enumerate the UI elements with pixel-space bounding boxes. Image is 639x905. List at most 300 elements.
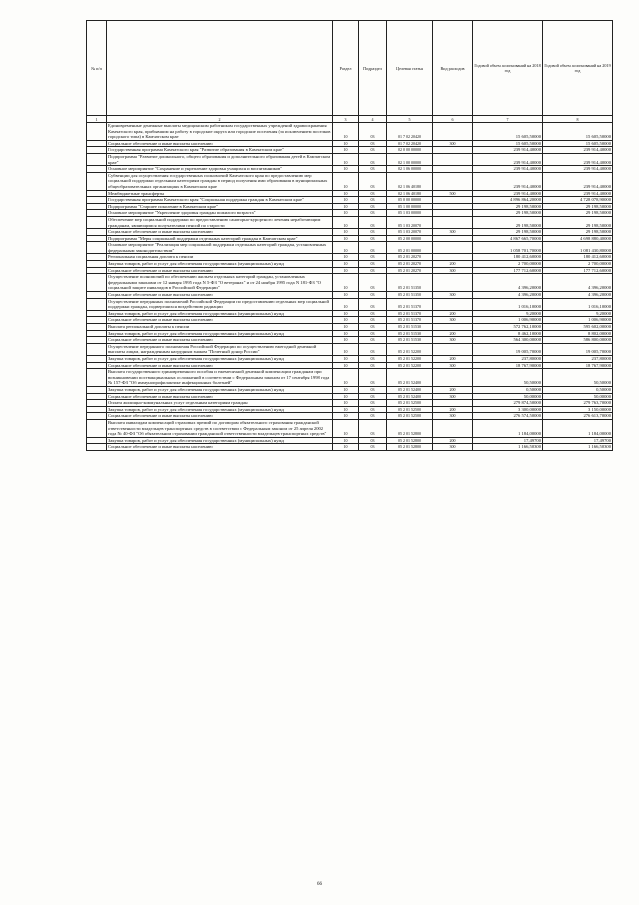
vid-code xyxy=(433,153,473,165)
row-number xyxy=(87,400,107,407)
item-name: Обеспечение мер социальной поддержки по предоставлению санаторно-курортного лечения неработающим гражданам, являющимся получателями пенсий по старости xyxy=(107,216,333,228)
amount-2018: 564 300,00000 xyxy=(473,337,543,344)
table-row xyxy=(87,267,613,274)
target-code: 02 1 06 40180 xyxy=(387,172,433,190)
row-number xyxy=(87,147,107,154)
razdel-code: 10 xyxy=(333,147,359,154)
amount-2019: 8 802,00000 xyxy=(543,330,613,337)
table-row xyxy=(87,190,613,197)
amount-2018: 239 914,40000 xyxy=(473,147,543,154)
target-code: 05 1 03 20070 xyxy=(387,216,433,228)
item-name: Социальное обеспечение и иные выплаты населению xyxy=(107,393,333,400)
item-name: Оплата жилищно-коммунальных услуг отдельным категориям граждан xyxy=(107,400,333,407)
column-number: 1 xyxy=(87,116,107,123)
column-number: 8 xyxy=(543,116,613,123)
item-name: Субвенции для осуществления государственных полномочий Камчатского края по предоставлению мер социальной поддержки отдельным категориям граждан в период получения ими образования в муниципальных общеобразовательных организациях в Камчатском крае xyxy=(107,172,333,190)
table-row xyxy=(87,147,613,154)
amount-2018: 29 198,50000 xyxy=(473,216,543,228)
target-code: 05 2 00 00000 xyxy=(387,235,433,242)
column-number: 2 xyxy=(107,116,333,123)
row-number xyxy=(87,216,107,228)
amount-2018: 4 896 864,20000 xyxy=(473,197,543,204)
amount-2019: 4 698 880,40000 xyxy=(543,235,613,242)
amount-2019: 29 198,50000 xyxy=(543,203,613,210)
row-number xyxy=(87,324,107,331)
target-code: 05 2 01 51350 xyxy=(387,274,433,292)
razdel-code: 10 xyxy=(333,444,359,451)
target-code: 05 2 01 51370 xyxy=(387,298,433,310)
target-code: 05 2 01 52200 xyxy=(387,355,433,362)
vid-code: 300 xyxy=(433,140,473,147)
row-number xyxy=(87,229,107,236)
podrazdel-code: 03 xyxy=(359,317,387,324)
podrazdel-code: 03 xyxy=(359,203,387,210)
item-name: Социальное обеспечение и иные выплаты населению xyxy=(107,413,333,420)
item-name: Подпрограмма "Старшее поколение в Камчатском крае" xyxy=(107,203,333,210)
amount-2019: 1 016,10000 xyxy=(543,298,613,310)
vid-code xyxy=(433,254,473,261)
vid-code xyxy=(433,147,473,154)
podrazdel-code: 03 xyxy=(359,419,387,437)
podrazdel-code: 03 xyxy=(359,267,387,274)
amount-2019: 239 914,40000 xyxy=(543,166,613,173)
item-name: Подпрограмма "Меры социальной поддержки отдельных категорий граждан в Камчатском крае" xyxy=(107,235,333,242)
row-number xyxy=(87,444,107,451)
item-name: Основное мероприятие "Укрепление здоровья граждан пожилого возраста" xyxy=(107,210,333,217)
razdel-code: 10 xyxy=(333,172,359,190)
target-code: 02 1 06 00000 xyxy=(387,166,433,173)
vid-code: 300 xyxy=(433,393,473,400)
vid-code: 200 xyxy=(433,437,473,444)
amount-2019: 29 198,50000 xyxy=(543,216,613,228)
amount-2018: 15 605,50000 xyxy=(473,123,543,141)
row-number xyxy=(87,242,107,254)
column-number: 4 xyxy=(359,116,387,123)
amount-2018: 8 462,10000 xyxy=(473,330,543,337)
item-name: Государственная программа Камчатского края "Социальная поддержка граждан в Камчатском крае" xyxy=(107,197,333,204)
razdel-code: 10 xyxy=(333,254,359,261)
podrazdel-code: 03 xyxy=(359,400,387,407)
amount-2019: 180 412,60000 xyxy=(543,254,613,261)
item-name: Единовременные денежные выплаты медицинским работникам государственных учреждений здравоохранения Камчатского края, прибывшим на работу в городские округа или городские поселения (за исключением поселков городского типа) в Камчатском крае xyxy=(107,123,333,141)
row-number xyxy=(87,153,107,165)
vid-code: 200 xyxy=(433,330,473,337)
table-row xyxy=(87,413,613,420)
item-name: Осуществление переданных полномочий Российской Федерации по предоставлению отдельных мер социальной поддержки граждан, подвергшихся воздействию радиации xyxy=(107,298,333,310)
target-code: 05 2 01 52800 xyxy=(387,437,433,444)
amount-2019: 177 712,60000 xyxy=(543,267,613,274)
item-name: Социальное обеспечение и иные выплаты населению xyxy=(107,267,333,274)
podrazdel-code: 03 xyxy=(359,393,387,400)
table-row xyxy=(87,298,613,310)
vid-code xyxy=(433,166,473,173)
vid-code: 300 xyxy=(433,292,473,299)
item-name: Подпрограмма "Развитие дошкольного, общего образования и дополнительного образования детей в Камчатском крае" xyxy=(107,153,333,165)
vid-code: 300 xyxy=(433,267,473,274)
amount-2019: 239 914,40000 xyxy=(543,153,613,165)
amount-2019: 19 005,70000 xyxy=(543,343,613,355)
podrazdel-code: 03 xyxy=(359,292,387,299)
target-code: 05 2 01 51530 xyxy=(387,324,433,331)
amount-2018: 572 762,10000 xyxy=(473,324,543,331)
amount-2018: 29 198,50000 xyxy=(473,203,543,210)
vid-code xyxy=(433,235,473,242)
amount-2019: 239 914,40000 xyxy=(543,147,613,154)
page-number: 66 xyxy=(317,882,322,887)
razdel-code: 10 xyxy=(333,123,359,141)
razdel-code: 10 xyxy=(333,369,359,387)
razdel-code: 10 xyxy=(333,393,359,400)
vid-code xyxy=(433,400,473,407)
vid-code xyxy=(433,298,473,310)
amount-2018: 2 700,00000 xyxy=(473,261,543,268)
table-row xyxy=(87,343,613,355)
row-number xyxy=(87,261,107,268)
target-code: 05 2 01 52400 xyxy=(387,393,433,400)
item-name: Закупка товаров, работ и услуг для обеспечения государственных (муниципальных) нужд xyxy=(107,406,333,413)
item-name: Социальное обеспечение и иные выплаты населению xyxy=(107,317,333,324)
podrazdel-code: 03 xyxy=(359,190,387,197)
razdel-code: 10 xyxy=(333,406,359,413)
table-row xyxy=(87,123,613,141)
column-number: 6 xyxy=(433,116,473,123)
row-number xyxy=(87,254,107,261)
vid-code: 300 xyxy=(433,337,473,344)
row-number xyxy=(87,355,107,362)
target-code: 05 2 01 00000 xyxy=(387,242,433,254)
target-code: 05 2 01 20270 xyxy=(387,254,433,261)
podrazdel-code: 03 xyxy=(359,324,387,331)
table-row xyxy=(87,274,613,292)
item-name: Основное мероприятие "Сохранение и укрепление здоровья учащихся и воспитанников" xyxy=(107,166,333,173)
item-name: Закупка товаров, работ и услуг для обеспечения государственных (муниципальных) нужд xyxy=(107,261,333,268)
table-row xyxy=(87,254,613,261)
podrazdel-code: 03 xyxy=(359,298,387,310)
row-number xyxy=(87,419,107,437)
amount-2019: 4 728 078,90000 xyxy=(543,197,613,204)
target-code: 05 1 03 00000 xyxy=(387,210,433,217)
vid-code xyxy=(433,210,473,217)
row-number xyxy=(87,197,107,204)
table-row xyxy=(87,235,613,242)
item-name: Закупка товаров, работ и услуг для обеспечения государственных (муниципальных) нужд xyxy=(107,355,333,362)
amount-2018: 18 767,90000 xyxy=(473,362,543,369)
amount-2019: 586 800,00000 xyxy=(543,337,613,344)
amount-2019: 595 602,00000 xyxy=(543,324,613,331)
amount-2019: 3 150,00000 xyxy=(543,406,613,413)
amount-2018: 1 166,50300 xyxy=(473,444,543,451)
item-name: Выплата государственного единовременного пособия и ежемесячной денежной компенсации гражданам при возникновении поствакцинальных осложнений в соответствии с Федеральным законом от 17 сентября 1998 года № 157-ФЗ "Об иммунопрофилактике инфекционных болезней" xyxy=(107,369,333,387)
row-number xyxy=(87,330,107,337)
razdel-code: 10 xyxy=(333,190,359,197)
table-row xyxy=(87,317,613,324)
column-number: 3 xyxy=(333,116,359,123)
item-name: Осуществление переданного полномочия Российской Федерации по осуществлению ежегодной денежной выплаты лицам, награжденным нагрудным знаком "Почетный донор России" xyxy=(107,343,333,355)
vid-code xyxy=(433,203,473,210)
amount-2018: 29 198,50000 xyxy=(473,229,543,236)
target-code: 05 2 01 52500 xyxy=(387,400,433,407)
amount-2019: 15 605,50000 xyxy=(543,140,613,147)
header-2019: Годовой объем ассигнований на 2019 год xyxy=(543,21,613,116)
razdel-code: 10 xyxy=(333,355,359,362)
podrazdel-code: 03 xyxy=(359,172,387,190)
podrazdel-code: 03 xyxy=(359,147,387,154)
amount-2018: 239 914,40000 xyxy=(473,190,543,197)
table-row xyxy=(87,362,613,369)
row-number xyxy=(87,369,107,387)
row-number xyxy=(87,337,107,344)
razdel-code: 10 xyxy=(333,274,359,292)
amount-2019: 50,50000 xyxy=(543,369,613,387)
podrazdel-code: 03 xyxy=(359,166,387,173)
target-code: 05 2 01 52500 xyxy=(387,406,433,413)
target-code: 02 1 06 40180 xyxy=(387,190,433,197)
amount-2018: 239 914,40000 xyxy=(473,166,543,173)
target-code: 05 2 01 52400 xyxy=(387,369,433,387)
podrazdel-code: 03 xyxy=(359,362,387,369)
amount-2018: 180 412,60000 xyxy=(473,254,543,261)
row-number xyxy=(87,274,107,292)
vid-code: 200 xyxy=(433,261,473,268)
amount-2019: 1 166,50300 xyxy=(543,444,613,451)
row-number xyxy=(87,406,107,413)
podrazdel-code: 03 xyxy=(359,235,387,242)
amount-2019: 2 700,00000 xyxy=(543,261,613,268)
item-name: Государственная программа Камчатского края "Развитие образования в Камчатском крае" xyxy=(107,147,333,154)
podrazdel-code: 03 xyxy=(359,261,387,268)
table-row xyxy=(87,172,613,190)
razdel-code: 10 xyxy=(333,337,359,344)
vid-code: 500 xyxy=(433,190,473,197)
item-name: Социальное обеспечение и иные выплаты населению xyxy=(107,229,333,236)
amount-2018: 15 605,50000 xyxy=(473,140,543,147)
amount-2018: 17,49700 xyxy=(473,437,543,444)
razdel-code: 10 xyxy=(333,324,359,331)
table-row xyxy=(87,400,613,407)
row-number xyxy=(87,317,107,324)
razdel-code: 10 xyxy=(333,242,359,254)
column-number-row xyxy=(87,116,613,123)
vid-code: 200 xyxy=(433,310,473,317)
amount-2019: 0,50000 xyxy=(543,386,613,393)
podrazdel-code: 03 xyxy=(359,330,387,337)
podrazdel-code: 03 xyxy=(359,210,387,217)
vid-code xyxy=(433,216,473,228)
item-name: Социальное обеспечение и иные выплаты населению xyxy=(107,444,333,451)
amount-2019: 1 081 430,80000 xyxy=(543,242,613,254)
budget-table xyxy=(86,20,613,451)
target-code: 05 1 00 00000 xyxy=(387,203,433,210)
item-name: Социальное обеспечение и иные выплаты населению xyxy=(107,292,333,299)
amount-2019: 15 605,50000 xyxy=(543,123,613,141)
target-code: 05 0 00 00000 xyxy=(387,197,433,204)
razdel-code: 10 xyxy=(333,386,359,393)
vid-code: 300 xyxy=(433,413,473,420)
target-code: 05 2 01 52800 xyxy=(387,444,433,451)
podrazdel-code: 03 xyxy=(359,229,387,236)
table-row xyxy=(87,203,613,210)
razdel-code: 10 xyxy=(333,210,359,217)
item-name: Социальное обеспечение и иные выплаты населению xyxy=(107,337,333,344)
item-name: Выплата инвалидам компенсаций страховых премий по договорам обязательного страхования гражданской ответственности владельцев транспортных средств в соответствии с Федеральным законом от 25 апреля 2002 года № 40-ФЗ "Об обязательном страховании гражданской ответственности владельцев транспортных средств" xyxy=(107,419,333,437)
vid-code: 300 xyxy=(433,229,473,236)
item-name: Закупка товаров, работ и услуг для обеспечения государственных (муниципальных) нужд xyxy=(107,386,333,393)
target-code: 05 1 03 20070 xyxy=(387,229,433,236)
amount-2018: 50,00000 xyxy=(473,393,543,400)
row-number xyxy=(87,413,107,420)
target-code: 05 2 01 51370 xyxy=(387,310,433,317)
podrazdel-code: 03 xyxy=(359,242,387,254)
podrazdel-code: 03 xyxy=(359,123,387,141)
amount-2019: 29 198,50000 xyxy=(543,229,613,236)
item-name: Региональная социальная доплата к пенсии xyxy=(107,254,333,261)
amount-2018: 1 006,90000 xyxy=(473,317,543,324)
razdel-code: 10 xyxy=(333,330,359,337)
podrazdel-code: 03 xyxy=(359,153,387,165)
podrazdel-code: 03 xyxy=(359,254,387,261)
amount-2018: 29 198,50000 xyxy=(473,210,543,217)
table-row xyxy=(87,261,613,268)
amount-2018: 9,20000 xyxy=(473,310,543,317)
table-row xyxy=(87,197,613,204)
item-name: Социальное обеспечение и иные выплаты населению xyxy=(107,140,333,147)
table-row xyxy=(87,210,613,217)
amount-2019: 17,49700 xyxy=(543,437,613,444)
table-row xyxy=(87,153,613,165)
amount-2019: 1 006,90000 xyxy=(543,317,613,324)
vid-code: 200 xyxy=(433,355,473,362)
amount-2018: 50,50000 xyxy=(473,369,543,387)
amount-2018: 4 396,20000 xyxy=(473,274,543,292)
amount-2019: 50,00000 xyxy=(543,393,613,400)
vid-code xyxy=(433,123,473,141)
table-row xyxy=(87,292,613,299)
vid-code xyxy=(433,197,473,204)
table-row xyxy=(87,166,613,173)
podrazdel-code: 03 xyxy=(359,337,387,344)
amount-2018: 0,50000 xyxy=(473,386,543,393)
header-name xyxy=(107,21,333,116)
podrazdel-code: 03 xyxy=(359,343,387,355)
razdel-code: 10 xyxy=(333,413,359,420)
table-row xyxy=(87,419,613,437)
razdel-code: 10 xyxy=(333,298,359,310)
row-number xyxy=(87,292,107,299)
amount-2019: 4 396,20000 xyxy=(543,292,613,299)
vid-code: 300 xyxy=(433,362,473,369)
razdel-code: 10 xyxy=(333,310,359,317)
item-name: Социальное обеспечение и иные выплаты населению xyxy=(107,362,333,369)
razdel-code: 10 xyxy=(333,437,359,444)
table-row xyxy=(87,140,613,147)
row-number xyxy=(87,190,107,197)
razdel-code: 10 xyxy=(333,153,359,165)
podrazdel-code: 03 xyxy=(359,197,387,204)
target-code: 05 2 01 51530 xyxy=(387,330,433,337)
target-code: 05 2 01 20270 xyxy=(387,261,433,268)
amount-2018: 3 300,00000 xyxy=(473,406,543,413)
row-number xyxy=(87,235,107,242)
amount-2018: 1 184,00000 xyxy=(473,419,543,437)
target-code: 05 2 01 51370 xyxy=(387,317,433,324)
razdel-code: 10 xyxy=(333,419,359,437)
target-code: 05 2 01 52500 xyxy=(387,413,433,420)
item-name: Закупка товаров, работ и услуг для обеспечения государственных (муниципальных) нужд xyxy=(107,330,333,337)
amount-2018: 19 005,70000 xyxy=(473,343,543,355)
podrazdel-code: 03 xyxy=(359,406,387,413)
row-number xyxy=(87,310,107,317)
amount-2019: 276 613,70000 xyxy=(543,413,613,420)
podrazdel-code: 03 xyxy=(359,355,387,362)
table-row xyxy=(87,393,613,400)
vid-code: 300 xyxy=(433,317,473,324)
razdel-code: 10 xyxy=(333,261,359,268)
row-number xyxy=(87,393,107,400)
target-code: 02 0 00 00000 xyxy=(387,147,433,154)
razdel-code: 10 xyxy=(333,400,359,407)
podrazdel-code: 03 xyxy=(359,310,387,317)
vid-code xyxy=(433,343,473,355)
amount-2018: 239 914,40000 xyxy=(473,153,543,165)
vid-code xyxy=(433,419,473,437)
table-row xyxy=(87,444,613,451)
target-code: 05 2 01 52400 xyxy=(387,386,433,393)
vid-code: 200 xyxy=(433,406,473,413)
table-row xyxy=(87,355,613,362)
header-podrazdel: Подраздел xyxy=(359,21,387,116)
vid-code: 300 xyxy=(433,444,473,451)
table-row xyxy=(87,437,613,444)
row-number xyxy=(87,166,107,173)
vid-code xyxy=(433,242,473,254)
table-row xyxy=(87,324,613,331)
amount-2018: 1 016,10000 xyxy=(473,298,543,310)
target-code: 05 2 01 52200 xyxy=(387,343,433,355)
podrazdel-code: 03 xyxy=(359,274,387,292)
amount-2019: 4 396,20000 xyxy=(543,274,613,292)
table-row xyxy=(87,386,613,393)
column-number: 5 xyxy=(387,116,433,123)
razdel-code: 10 xyxy=(333,229,359,236)
item-name: Осуществление полномочий по обеспечению жильем отдельных категорий граждан, установленных федеральными законами от 12 января 1995 года N 5-ФЗ "О ветеранах" и от 24 ноября 1995 года N 181-ФЗ "О социальной защите инвалидов в Российской Федерации" xyxy=(107,274,333,292)
razdel-code: 10 xyxy=(333,343,359,355)
header-row xyxy=(87,21,613,116)
row-number xyxy=(87,343,107,355)
razdel-code: 10 xyxy=(333,362,359,369)
item-name: Межбюджетные трансферты xyxy=(107,190,333,197)
table-row xyxy=(87,337,613,344)
podrazdel-code: 03 xyxy=(359,413,387,420)
table-row xyxy=(87,330,613,337)
vid-code: 200 xyxy=(433,386,473,393)
row-number xyxy=(87,267,107,274)
razdel-code: 10 xyxy=(333,216,359,228)
table-row xyxy=(87,369,613,387)
amount-2018: 177 712,60000 xyxy=(473,267,543,274)
target-code: 01 7 02 20420 xyxy=(387,123,433,141)
item-name: Основное мероприятие "Реализация мер социальной поддержки отдельных категорий граждан, установленных федеральным законодательством" xyxy=(107,242,333,254)
podrazdel-code: 03 xyxy=(359,444,387,451)
target-code: 05 2 01 51350 xyxy=(387,292,433,299)
header-num: № п/п xyxy=(87,21,107,116)
item-name: Закупка товаров, работ и услуг для обеспечения государственных (муниципальных) нужд xyxy=(107,437,333,444)
header-razdel: Раздел xyxy=(333,21,359,116)
amount-2018: 279 874,50000 xyxy=(473,400,543,407)
row-number xyxy=(87,140,107,147)
item-name: Закупка товаров, работ и услуг для обеспечения государственных (муниципальных) нужд xyxy=(107,310,333,317)
amount-2019: 237,80000 xyxy=(543,355,613,362)
amount-2019: 239 914,40000 xyxy=(543,172,613,190)
